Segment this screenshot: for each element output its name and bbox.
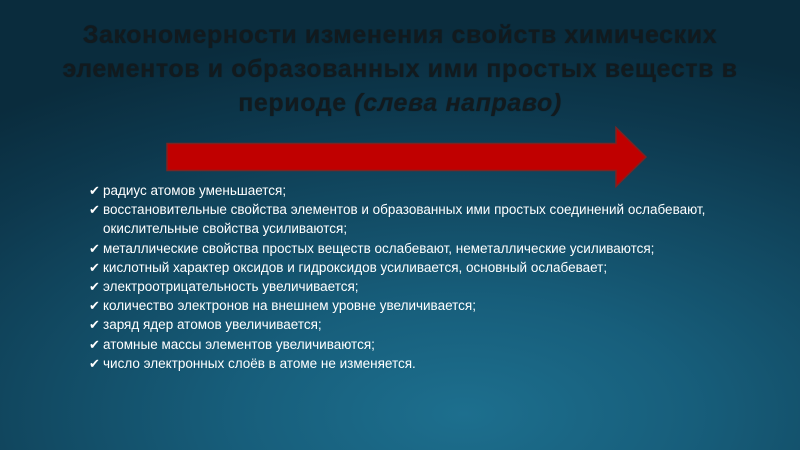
list-item-text: радиус атомов уменьшается;	[103, 183, 287, 198]
check-icon: ✔	[89, 317, 100, 333]
list-item	[90, 239, 720, 258]
list-item-text: металлические свойства простых веществ ослабевают, неметаллические усиливаются;	[103, 240, 655, 256]
check-icon: ✔	[89, 279, 100, 295]
title-text: Закономерности изменения свойств химических элементов и образованных ими простых веществ в периоде	[62, 21, 738, 117]
check-icon: ✔	[89, 259, 100, 275]
list-item	[90, 335, 720, 354]
check-icon: ✔	[89, 355, 100, 371]
list-item-text: атомные массы элементов увеличиваются;	[103, 336, 375, 352]
list-item	[90, 258, 720, 277]
list-item	[90, 296, 720, 315]
list-item	[90, 200, 720, 238]
title-emphasis: (слева направо)	[354, 89, 562, 117]
list-item-text: число электронных слоёв в атоме не изменяется.	[103, 355, 416, 371]
list-item	[90, 277, 720, 296]
check-icon: ✔	[89, 240, 100, 256]
arrow-shape	[167, 128, 646, 187]
slide-title	[30, 18, 770, 120]
check-icon: ✔	[89, 336, 100, 352]
list-item	[90, 315, 720, 334]
check-icon: ✔	[89, 202, 100, 218]
list-item	[90, 354, 720, 373]
list-item-text: электроотрицательность увеличивается;	[103, 279, 359, 295]
check-icon: ✔	[89, 183, 100, 198]
list-item-text: кислотный характер оксидов и гидроксидов усиливается, основный ослабевает;	[103, 259, 608, 275]
check-icon: ✔	[89, 298, 100, 314]
list-item	[90, 181, 720, 200]
list-item-text: восстановительные свойства элементов и образованных ими простых соединений ослабевают, окислительные свойства усиливаются;	[103, 202, 706, 237]
list-item-text: количество электронов на внешнем уровне увеличивается;	[103, 298, 476, 314]
list-item-text: заряд ядер атомов увеличивается;	[103, 317, 322, 333]
bullet-list	[90, 181, 720, 373]
